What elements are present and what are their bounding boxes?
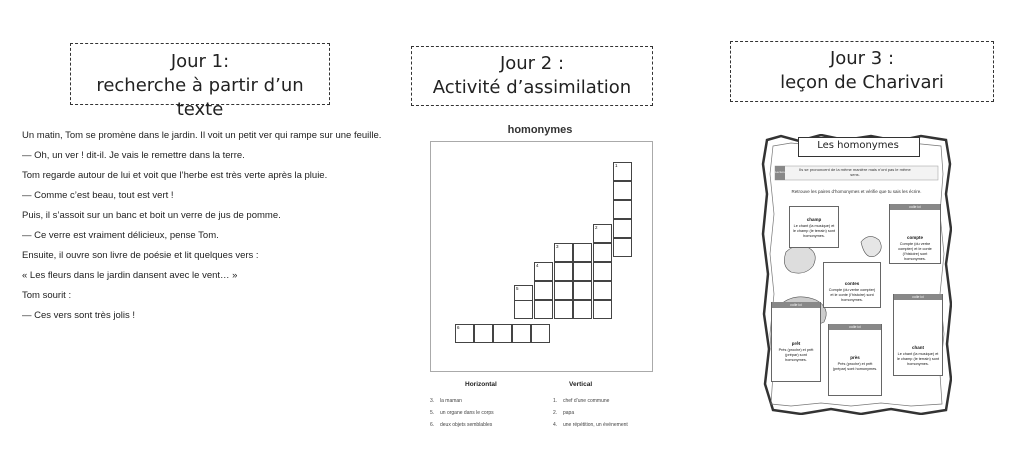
crossword-cell[interactable] — [534, 300, 553, 319]
homonym-card: colle ici prêt Près (proche) et prêt (prépar) sont homonymes. — [771, 302, 821, 382]
crossword-cell[interactable] — [573, 262, 592, 281]
story-line: — Comme c’est beau, tout est vert ! — [22, 190, 174, 201]
story-text — [22, 126, 417, 326]
crossword-cell[interactable] — [593, 300, 612, 319]
crossword-cell[interactable] — [593, 262, 612, 281]
crossword-cell[interactable] — [531, 324, 550, 343]
crossword-number: 6 — [457, 325, 460, 330]
crossword-cell[interactable] — [512, 324, 531, 343]
vertical-clue: 1. chef d’une commune — [553, 398, 610, 404]
crossword-cell[interactable] — [554, 300, 573, 319]
crossword-cell[interactable] — [573, 281, 592, 300]
crossword-title: homonymes — [507, 124, 573, 136]
rule-tab: Lecture — [775, 170, 786, 174]
day1-header — [70, 43, 330, 120]
horizontal-clue: 6. deux objets semblables — [430, 422, 493, 428]
crossword-cell[interactable] — [593, 281, 612, 300]
crossword-cell[interactable] — [554, 262, 573, 281]
horizontal-clue: 5. un organe dans le corps — [430, 410, 494, 416]
story-line: Tom regarde autour de lui et voit que l’herbe est très verte après la pluie. — [22, 170, 328, 181]
day1-subtitle: recherche à partir d’un texte — [96, 75, 304, 120]
crossword-cell[interactable] — [613, 200, 632, 219]
homonym-card: colle ici compte Compte (du verbe compter) et le conte (l’histoire) sont homonymes. — [889, 204, 941, 264]
homonym-card: champ Le chant (la musique) et le champ (le terrain) sont homonymes. — [789, 206, 839, 248]
crossword-cell[interactable] — [554, 243, 573, 262]
story-line: « Les fleurs dans le jardin dansent avec le vent… » — [22, 270, 238, 281]
day2-header — [411, 46, 653, 106]
crossword-cell[interactable] — [514, 300, 533, 319]
homonym-card: contes Compte (du verbe compter) et le conte (l’histoire) sont homonymes. — [823, 262, 881, 308]
crossword-cell[interactable] — [593, 243, 612, 262]
story-line: Puis, il s’assoit sur un banc et boit un verre de jus de pomme. — [22, 210, 281, 221]
horizontal-clues-title: Horizontal — [465, 381, 497, 388]
crossword-number: 4 — [536, 263, 539, 268]
vertical-clues-title: Vertical — [569, 381, 593, 388]
crossword-cell[interactable] — [474, 324, 493, 343]
crossword-cell[interactable] — [613, 219, 632, 238]
day2-subtitle: Activité d’assimilation — [432, 77, 632, 98]
day3-label: Jour 3 : — [829, 48, 895, 69]
story-line: — Oh, un ver ! dit-il. Je vais le remettre dans la terre. — [22, 150, 245, 161]
crossword-number: 1 — [615, 163, 618, 168]
day3-header — [730, 41, 994, 102]
crossword-cell[interactable] — [573, 300, 592, 319]
vertical-clue: 4. une répétition, un événement — [553, 422, 628, 428]
homonym-card: colle ici chant Le chant (la musique) et le champ (le terrain) sont homonymes. — [893, 294, 943, 376]
story-line: — Ces vers sont très jolis ! — [22, 310, 135, 321]
vertical-clue: 2. papa — [553, 410, 575, 416]
crossword-number: 3 — [556, 244, 559, 249]
lesson-sheet — [761, 134, 952, 415]
day3-subtitle: leçon de Charivari — [780, 72, 944, 93]
horizontal-clue: 3. la maman — [430, 398, 462, 404]
rule-text: Ils se prononcent de la même manière mais n’ont pas le même sens. — [799, 167, 911, 177]
story-line: — Ce verre est vraiment délicieux, pense Tom. — [22, 230, 219, 241]
homonym-card: colle ici près Près (proche) et prêt (prépar) sont homonymes. — [828, 324, 882, 396]
lesson-title: Les homonymes — [817, 140, 899, 151]
crossword-cell[interactable] — [455, 324, 474, 343]
story-line: Tom sourit : — [22, 290, 72, 301]
crossword-cell[interactable] — [593, 224, 612, 243]
day2-label: Jour 2 : — [499, 53, 565, 74]
crossword-cell[interactable] — [613, 181, 632, 200]
story-line: Un matin, Tom se promène dans le jardin. Il voit un petit ver qui rampe sur une feuille. — [22, 130, 382, 141]
instruction-text: Retrouve les paires d’homonymes et vérifie que tu sais les écrire. — [791, 189, 922, 194]
day1-label: Jour 1: — [170, 51, 230, 72]
crossword-cell[interactable] — [613, 162, 632, 181]
crossword-cell[interactable] — [493, 324, 512, 343]
crossword-cell[interactable] — [573, 243, 592, 262]
crossword-number: 2 — [595, 225, 598, 230]
crossword-number: 5 — [516, 286, 519, 291]
crossword-cell[interactable] — [554, 281, 573, 300]
crossword-cell[interactable] — [534, 262, 553, 281]
crossword-cell[interactable] — [534, 281, 553, 300]
crossword-cell[interactable] — [613, 238, 632, 257]
story-line: Ensuite, il ouvre son livre de poésie et lit quelques vers : — [22, 250, 259, 261]
